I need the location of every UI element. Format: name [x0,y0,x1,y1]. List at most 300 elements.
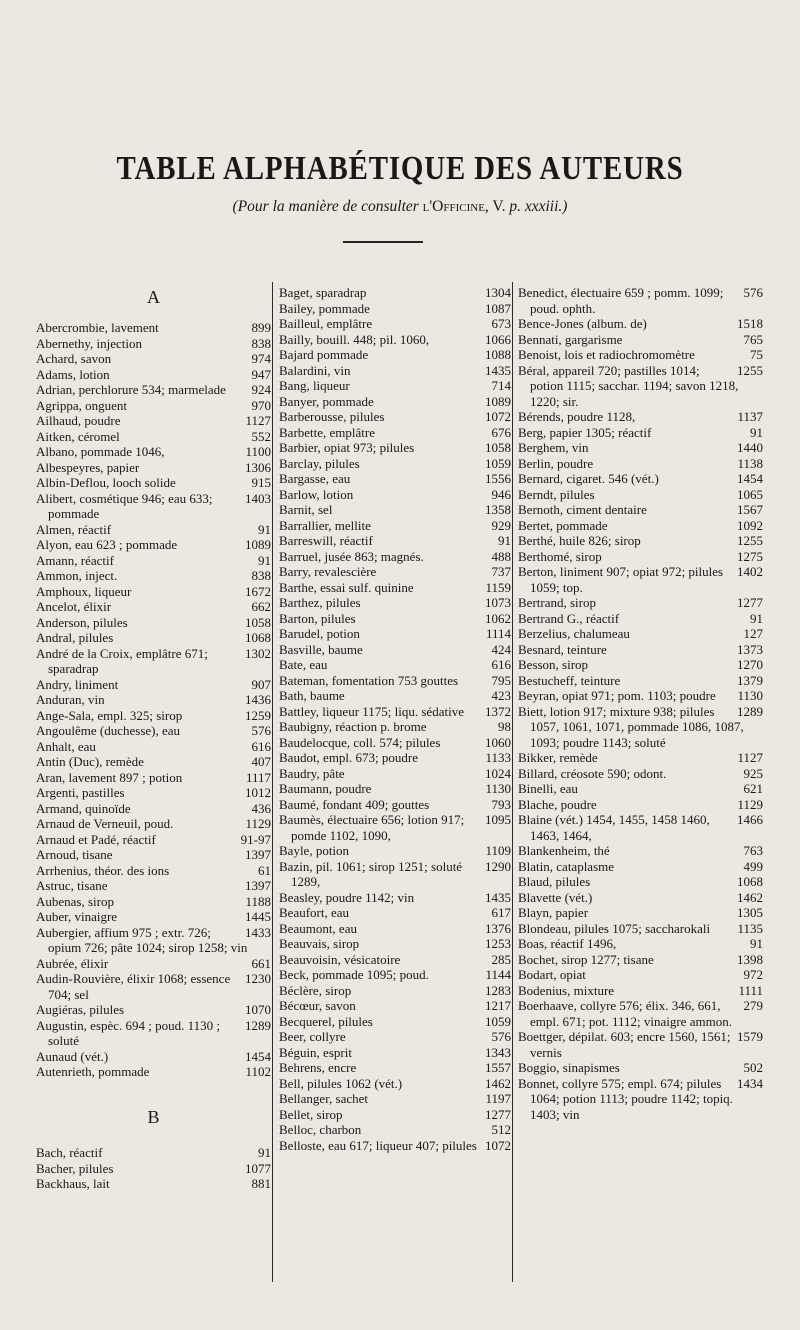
index-entry [518,781,763,797]
index-entry [279,332,511,348]
entry-page: 714 [491,378,511,393]
entry-page: 974 [251,351,271,366]
entry-page: 1129 [737,796,763,812]
entry-text: Alibert, cosmétique 946; eau 633; pommade [36,490,213,521]
entry-text: Basville, baume [279,641,363,657]
entry-page: 285 [491,951,511,967]
entry-page: 1379 [737,672,763,688]
index-entry [518,611,763,627]
entry-page: 925 [743,765,763,781]
entry-text: Billard, créosote 590; odont. [518,765,667,781]
index-entry [36,491,271,522]
index-entry [518,332,763,348]
index-entry [36,1161,271,1177]
entry-text: Antin (Duc), remède [36,754,144,769]
index-entry [279,409,511,425]
entry-page: 915 [251,475,271,490]
entry-page: 1065 [737,486,763,502]
entry-page: 1077 [245,1160,271,1176]
entry-page: 91 [750,610,763,626]
entry-text: Bikker, remède [518,750,598,765]
index-entry [36,475,271,491]
index-entry [518,1060,763,1076]
entry-page: 1058 [485,440,511,455]
entry-text: Barry, revalescière [279,564,377,579]
index-entry [279,1045,511,1061]
entry-text: Benoist, lois et radiochromomètre [518,347,695,362]
entry-page: 1398 [737,951,763,967]
entry-page: 1259 [245,707,271,723]
entry-page: 91 [750,936,763,951]
index-entry [279,936,511,952]
entry-text: Ailhaud, poudre [36,413,121,428]
entry-page: 488 [491,548,511,564]
entry-page: 75 [750,347,763,362]
entry-page: 1135 [737,920,763,936]
entry-text: Berg, papier 1305; réactif [518,424,652,440]
entry-page: 424 [491,641,511,657]
index-entry [279,766,511,782]
entry-text: Bailleul, emplâtre [279,316,373,331]
index-entry [36,630,271,646]
index-entry [518,797,763,813]
entry-page: 1068 [245,630,271,645]
entry-text: Bérends, poudre 1128, [518,409,636,424]
index-entry [279,812,511,843]
index-entry [36,770,271,786]
entry-page: 1109 [485,843,511,858]
entry-page: 662 [251,599,271,614]
index-entry [518,952,763,968]
entry-text: Berthé, huile 826; sirop [518,533,641,548]
entry-text: Berton, liniment 907; opiat 972; pilules 1059; top. [518,564,724,595]
entry-text: Bence-Jones (album. de) [518,316,647,331]
index-entry [518,456,763,472]
entry-text: Barnit, sel [279,502,333,517]
index-entry [518,921,763,937]
entry-page: 1275 [737,548,763,564]
entry-page: 972 [743,967,763,982]
entry-text: Baubigny, réaction p. brome [279,719,427,734]
entry-text: Béguin, esprit [279,1044,352,1060]
index-entry [279,843,511,859]
entry-text: Belloste, eau 617; liqueur 407; pilules [279,1137,477,1153]
entry-text: Blache, poudre [518,796,597,812]
index-column-1 [36,320,271,1080]
index-entry [518,518,763,534]
index-entry [518,347,763,363]
entry-page: 1402 [737,564,763,579]
entry-text: Baget, sparadrap [279,285,367,300]
entry-text: Bath, baume [279,688,345,703]
entry-page: 1060 [485,734,511,750]
index-entry [36,863,271,879]
entry-page: 1372 [485,703,511,719]
index-entry [518,409,763,425]
entry-page: 512 [491,1122,511,1137]
index-entry [518,704,763,751]
entry-text: Banyer, pommade [279,393,374,409]
entry-page: 91 [258,1145,271,1160]
index-entry [36,1176,271,1192]
entry-page: 1305 [737,905,763,920]
entry-text: Bestucheff, teinture [518,672,621,688]
entry-page: 661 [251,955,271,971]
entry-text: Argenti, pastilles [36,785,125,800]
entry-page: 1445 [245,909,271,924]
entry-page: 1343 [485,1044,511,1060]
entry-text: Audin-Rouvière, élixir 1068; essence 704; sel [36,971,231,1002]
entry-text: Besson, sirop [518,657,589,672]
index-entry [279,285,511,301]
entry-page: 1277 [737,595,763,610]
index-entry [518,750,763,766]
entry-text: Augustin, espèc. 694 ; poud. 1130 ; soluté [36,1017,221,1048]
entry-page: 91 [258,552,271,568]
entry-text: Becquerel, pilules [279,1013,373,1029]
entry-page: 737 [491,564,511,579]
index-entry [279,316,511,332]
entry-text: Baumès, électuaire 656; lotion 917; pomde 1102, 1090, [279,812,465,843]
entry-text: Augiéras, pilules [36,1002,125,1017]
index-entry [36,646,271,677]
entry-page: 91 [498,533,511,548]
entry-text: Bonnet, collyre 575; empl. 674; pilules 1064; potion 1113; poudre 1142; topiq. 1403; vin [518,1075,733,1122]
entry-text: Aubrée, élixir [36,955,109,971]
index-entry [279,425,511,441]
entry-text: Bailey, pommade [279,300,370,316]
entry-page: 970 [251,397,271,413]
entry-text: Bargasse, eau [279,471,351,486]
index-entry [279,952,511,968]
index-entry [279,905,511,921]
entry-page: 1289 [737,703,763,719]
index-entry [36,754,271,770]
entry-page: 1087 [485,300,511,316]
entry-page: 1454 [737,471,763,486]
entry-page: 98 [498,719,511,734]
entry-page: 1556 [485,471,511,486]
index-entry [279,921,511,937]
entry-page: 1304 [485,285,511,300]
index-entry [518,487,763,503]
index-entry [36,537,271,553]
subtitle-reference: l'Officine, V. [422,198,506,215]
entry-page: 91 [258,521,271,537]
entry-page: 1197 [485,1091,511,1106]
index-entry [518,905,763,921]
index-entry [518,673,763,689]
index-entry [36,816,271,832]
index-entry [279,1014,511,1030]
index-column-1-b [36,1145,271,1192]
entry-text: Béral, appareil 720; pastilles 1014; potion 1115; sacchar. 1194; savon 1218, 1220; sir. [518,362,739,409]
entry-text: Bodart, opiat [518,967,586,982]
index-entry [36,801,271,817]
entry-text: Bertrand, sirop [518,595,596,610]
index-entry [279,673,511,689]
entry-page: 1255 [737,362,763,378]
index-entry [518,642,763,658]
entry-text: Arnaud de Verneuil, poud. [36,816,174,831]
entry-text: Astruc, tisane [36,878,108,893]
title-rule [343,241,423,243]
entry-page: 1518 [737,316,763,331]
entry-text: Arnaud et Padé, réactif [36,831,156,847]
index-entry [518,564,763,595]
index-entry [518,998,763,1029]
entry-text: Bach, réactif [36,1145,103,1160]
section-letter-a: A [147,287,160,307]
entry-page: 1024 [485,765,511,781]
entry-page: 881 [251,1176,271,1191]
entry-text: Bailly, bouill. 448; pil. 1060, [279,331,430,347]
entry-text: Albespeyres, papier [36,459,140,475]
index-entry [279,394,511,410]
entry-text: Ange-Sala, empl. 325; sirop [36,707,183,723]
entry-text: Blaud, pilules [518,874,591,889]
entry-page: 1127 [245,413,271,428]
entry-text: Barudel, potion [279,626,360,641]
entry-page: 907 [251,676,271,692]
entry-text: Barthez, pilules [279,595,361,610]
index-entry [279,890,511,906]
entry-text: Bellet, sirop [279,1106,343,1122]
entry-text: Baudelocque, coll. 574; pilules [279,734,441,750]
entry-page: 1557 [485,1060,511,1075]
entry-text: Armand, quinoïde [36,800,131,816]
index-entry [279,704,511,720]
entry-text: Arrhenius, théor. des ions [36,862,170,878]
entry-text: Bayle, potion [279,843,350,858]
entry-text: Beck, pommade 1095; poud. [279,967,429,982]
entry-text: Blayn, papier [518,905,589,920]
entry-text: Boettger, dépilat. 603; encre 1560, 1561; vernis [518,1029,731,1060]
index-entry [36,847,271,863]
entry-page: 1462 [485,1075,511,1091]
index-entry [36,1064,271,1080]
index-entry [36,909,271,925]
entry-text: Auber, vinaigre [36,909,118,924]
entry-text: Beer, collyre [279,1029,346,1044]
entry-text: Béclère, sirop [279,982,352,998]
entry-text: Autenrieth, pommade [36,1064,150,1079]
index-entry [36,584,271,600]
entry-text: Bacher, pilules [36,1160,114,1176]
index-entry [518,1076,763,1123]
entry-page: 1092 [737,517,763,533]
index-entry [518,626,763,642]
index-entry [279,1091,511,1107]
entry-page: 1567 [737,502,763,517]
index-entry [279,456,511,472]
entry-text: Barberousse, pilules [279,409,385,424]
index-entry [36,320,271,336]
page-title: TABLE ALPHABÉTIQUE DES AUTEURS [116,150,684,187]
entry-text: Andry, liniment [36,676,119,692]
entry-text: Beyran, opiat 971; pom. 1103; poudre [518,688,716,703]
entry-text: Barruel, jusée 863; magnés. [279,548,424,564]
entry-page: 279 [743,998,763,1013]
entry-text: Barlow, lotion [279,486,354,502]
entry-page: 1376 [485,920,511,936]
index-entry [279,735,511,751]
index-entry [279,487,511,503]
entry-page: 1129 [245,816,271,831]
entry-text: Aunaud (vét.) [36,1048,109,1064]
entry-text: Agrippa, onguent [36,397,127,413]
entry-page: 1095 [485,812,511,827]
index-entry [279,595,511,611]
entry-text: Binelli, eau [518,781,578,796]
index-entry [36,413,271,429]
index-entry [36,677,271,693]
entry-page: 1130 [737,688,763,703]
entry-page: 61 [258,862,271,878]
entry-page: 1111 [738,982,763,998]
entry-text: André de la Croix, emplâtre 671; sparadrap [36,645,208,676]
entry-page: 1277 [485,1106,511,1122]
entry-text: Berndt, pilules [518,486,595,502]
entry-page: 1434 [737,1075,763,1091]
index-entry [279,1076,511,1092]
index-entry [279,301,511,317]
entry-page: 1130 [485,781,511,796]
index-entry [279,983,511,999]
entry-page: 924 [251,382,271,397]
entry-page: 1462 [737,889,763,905]
index-entry [279,440,511,456]
index-entry [279,688,511,704]
entry-text: Berthomé, sirop [518,548,602,564]
entry-text: Blavette (vét.) [518,889,593,905]
entry-page: 1012 [245,785,271,800]
index-entry [36,429,271,445]
index-column-3 [518,285,763,1122]
entry-text: Blankenheim, thé [518,843,610,858]
entry-page: 1133 [485,750,511,765]
entry-page: 407 [251,754,271,769]
index-entry [279,719,511,735]
index-entry [36,692,271,708]
index-entry [36,1002,271,1018]
entry-page: 1435 [485,362,511,378]
entry-page: 1137 [737,409,763,424]
entry-text: Bodenius, mixture [518,982,615,998]
entry-text: Amphoux, liqueur [36,583,132,599]
entry-page: 1068 [737,874,763,889]
entry-page: 1230 [245,971,271,986]
index-entry [36,894,271,910]
entry-text: Bell, pilules 1062 (vét.) [279,1075,403,1091]
entry-page: 1114 [485,626,511,641]
entry-text: Achard, savon [36,351,112,366]
entry-text: Ancelot, élixir [36,599,112,614]
entry-text: Bernard, cigaret. 546 (vét.) [518,471,659,486]
index-entry [279,859,511,890]
index-entry [36,971,271,1002]
entry-text: Baumé, fondant 409; gouttes [279,796,430,812]
entry-page: 91 [750,424,763,440]
entry-text: Arnoud, tisane [36,847,113,862]
index-entry [36,367,271,383]
entry-page: 1454 [245,1048,271,1064]
entry-text: Albano, pommade 1046, [36,444,165,459]
index-entry [36,553,271,569]
entry-text: Barreswill, réactif [279,533,373,548]
subtitle-page-ref: p. xxxiii.) [509,198,568,215]
entry-text: Barbier, opiat 973; pilules [279,440,415,455]
entry-page: 1440 [737,440,763,455]
index-entry [518,440,763,456]
index-entry [279,1107,511,1123]
index-entry [279,1138,511,1154]
entry-page: 621 [743,781,763,796]
entry-page: 795 [491,672,511,688]
entry-page: 1159 [485,579,511,595]
entry-text: Bateman, fomentation 753 gouttes [279,672,459,688]
entry-page: 1117 [245,769,271,785]
entry-text: Beaufort, eau [279,905,350,920]
index-entry [518,859,763,875]
entry-text: Barrallier, mellite [279,517,371,533]
entry-page: 436 [251,800,271,816]
entry-page: 1058 [245,614,271,630]
entry-page: 1373 [737,641,763,657]
entry-page: 1144 [485,967,511,982]
page-subtitle [0,198,800,216]
index-entry [279,471,511,487]
entry-page: 1089 [485,393,511,409]
index-entry [518,657,763,673]
index-entry [518,549,763,565]
index-entry [518,425,763,441]
entry-text: Andral, pilules [36,630,114,645]
index-entry [36,1018,271,1049]
index-entry [518,502,763,518]
entry-text: Bertet, pommade [518,517,608,533]
entry-text: Anduran, vin [36,692,105,707]
index-entry [518,843,763,859]
entry-text: Beauvais, sirop [279,936,360,951]
entry-page: 499 [743,858,763,874]
entry-text: Alyon, eau 623 ; pommade [36,537,178,552]
entry-text: Baumann, poudre [279,781,372,796]
index-entry [518,766,763,782]
index-entry [279,781,511,797]
entry-text: Baudot, empl. 673; poudre [279,750,419,765]
entry-page: 1062 [485,610,511,626]
entry-page: 1188 [245,893,271,909]
index-entry [279,533,511,549]
entry-page: 1672 [245,583,271,599]
index-entry [279,611,511,627]
entry-text: Anderson, pilules [36,614,128,630]
index-entry [279,1122,511,1138]
entry-page: 1397 [245,847,271,862]
entry-text: Baudry, pâte [279,765,345,781]
index-entry [518,983,763,999]
index-entry [279,1029,511,1045]
entry-page: 793 [491,796,511,812]
entry-page: 576 [743,285,763,300]
entry-page: 1306 [245,459,271,475]
index-entry [36,568,271,584]
entry-text: Adams, lotion [36,366,110,382]
index-entry [279,502,511,518]
entry-text: Aubenas, sirop [36,893,114,909]
index-entry [36,832,271,848]
